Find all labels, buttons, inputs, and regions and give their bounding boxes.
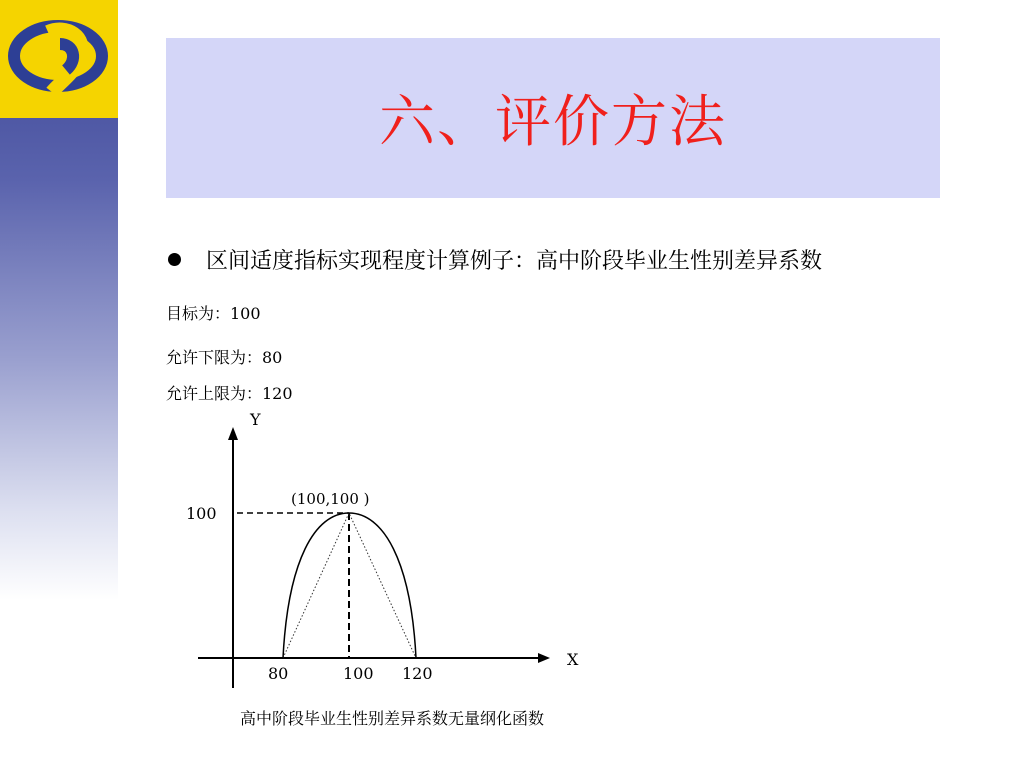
slide-title: 六、评价方法 [379,90,727,155]
y-tick-label-100: 100 [186,504,217,523]
x-tick-label-120: 120 [402,664,433,683]
x-tick-label-80: 80 [268,664,289,683]
x-axis-label: X [567,650,579,669]
chart-caption: 高中阶段毕业生性别差异系数无量纲化函数 [240,709,545,728]
bullet-text: 区间适度指标实现程度计算例子：高中阶段毕业生性别差异系数 [206,249,823,274]
x-axis-arrow-icon [538,653,550,663]
upper-limit-line: 允许上限为：120 [166,384,293,403]
lower-limit-line: 允许下限为：80 [166,348,283,367]
y-axis-label: Y [250,410,261,429]
x-tick-label-100: 100 [343,664,374,683]
peak-point-label: (100,100 ) [291,490,370,508]
target-line: 目标为：100 [166,304,261,323]
y-axis-arrow-icon [228,427,238,440]
